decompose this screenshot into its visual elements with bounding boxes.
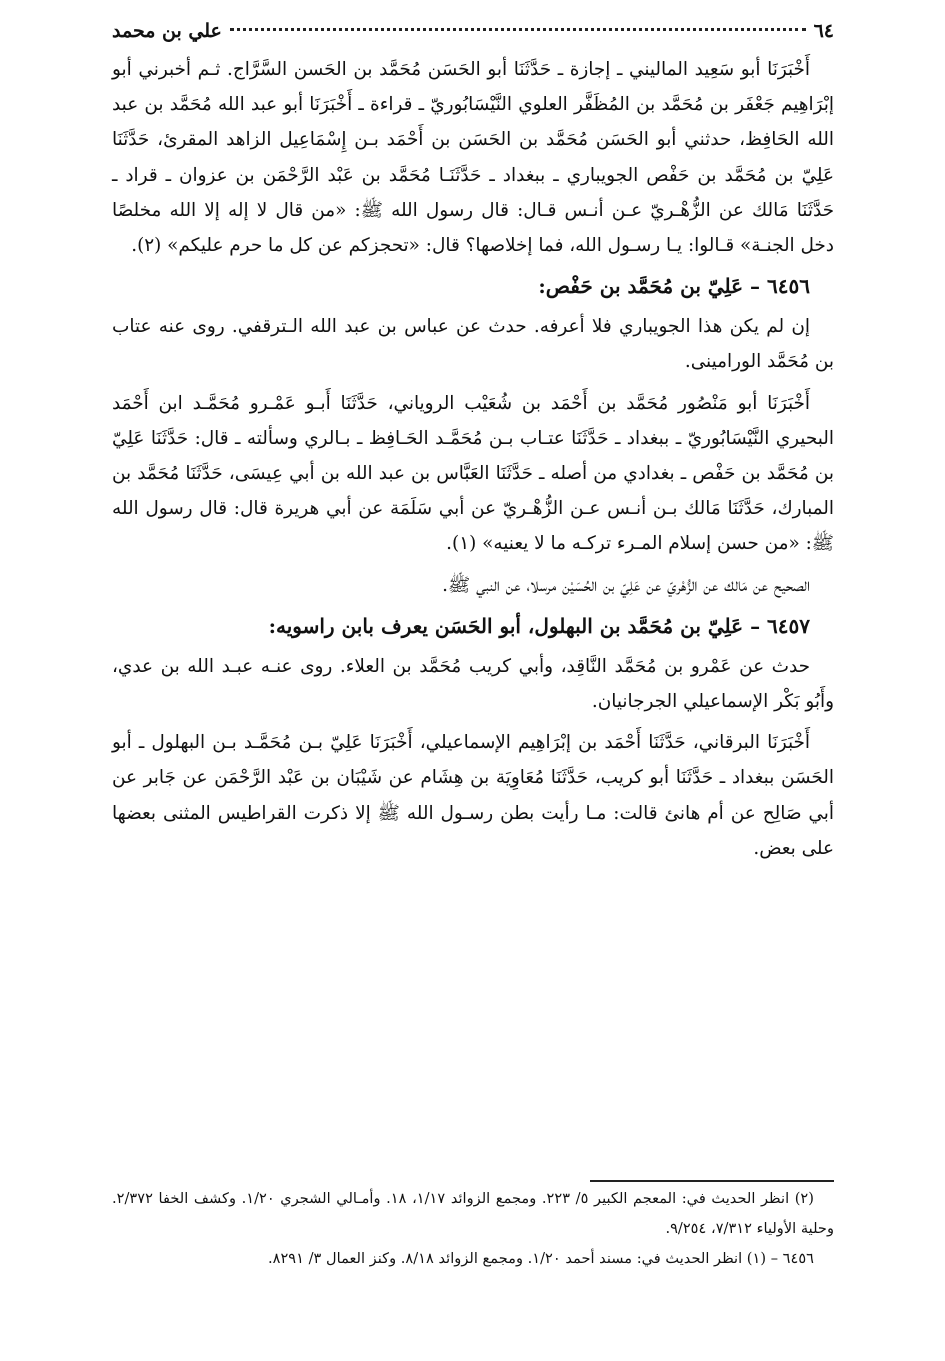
running-header xyxy=(112,20,834,52)
footnotes xyxy=(112,1184,834,1274)
footnote-6456-1: ٦٤٥٦ – (١) انظر الحديث في: مسند أحمد ١/٢٠. ومجمع الزوائد ٨/١٨. وكنز العمال ٣/ ٨٢٩١. xyxy=(267,1250,814,1267)
running-title: علي بن محمد xyxy=(112,20,222,42)
entry-heading-6456: ٦٤٥٦ – عَلِيّ بن مُحَمَّد بن حَفْص: xyxy=(538,274,810,299)
footnote-2: (٢) انظر الحديث في: المعجم الكبير ٥/ ٢٢٣. ومجمع الزوائد ١/١٧، ١٨. وأمـالي الشجري ١/٢٠. وكشف الخفا ٢/٣٧٢. وحلية الأولياء ٧/٣١٢، ٩/٢٥٤. xyxy=(112,1190,834,1237)
footnote-separator xyxy=(590,1180,834,1182)
previous-entry-isnad: أَخْبَرَنَا أبو سَعِيد الماليني ـ إجازة ـ حَدَّثَنَا أبو الحَسَن مُحَمَّد بن الحَسن السَّرَّاج. ثـم أخبرني أبو إبْرَاهِيم جَعْفَر بن مُحَمَّد بن المُظَفَّر العلوي النَّيْسَابُوريّ ـ قراءة ـ أَخْبَرَنَا أبو عبد الله مُحَمَّد بن عبد الله الحَافِظ، حدثني أبو الحَسَن مُحَمَّد بن الحَسَن بن أَحْمَد بـن إِسْمَاعِيل الزاهد المقرئ، حَدَّثَنَا عَلِيّ بن مُحَمَّد بن حَفْص الجويباري ـ ببغداد ـ حَدَّثَنَـا مُحَمَّد بن عَبْد الرَّحْمَن بن عزوان ـ قراد ـ حَدَّثَنَا مَالك عن الزُّهْـريّ عـن أنـس قـال: قال رسول الله ﷺ: «من قال لا إله إلا الله مخلصًا دخل الجنـة» قـالوا: يـا رسـول الله، فما إخلاصها؟ قال: «تحجزكم عن كل ما حرم عليكم» (٢). xyxy=(112,59,834,257)
entry-6457-isnad: أَخْبَرَنَا البرقاني، حَدَّثَنَا أَحْمَد بن إبْرَاهِيم الإسماعيلي، أَخْبَرَنَا عَلِيّ بـن مُحَمَّـد بـن البهلول ـ أبو الحَسَن ببغداد ـ حَدَّثَنَا أبو كريب، حَدَّثَنَا مُعَاوِيَة بن هِشَام عن شَيْبَان بن عَبْد الرَّحْمَن عن جَابر عن أبي صَالِح عن أم هانئ قالت: مـا رأيت بطن رسـول الله ﷺ إلا ذكرت القراطيس المثنى بعضها على بعض. xyxy=(112,732,834,859)
entry-6457-intro: حدث عن عَمْرو بن مُحَمَّد النَّاقِد، وأبي كريب مُحَمَّد بن العلاء. روى عنـه عبـد الله بن عدي، وأَبُو بَكْر الإسماعيلي الجرجانيان. xyxy=(112,655,834,713)
entry-6456-intro: إن لم يكن هذا الجويباري فلا أعرفه. حدث عن عباس بن عبد الله الـترقفي. روى عنه عتاب بن مُحَمَّد الورامينى. xyxy=(112,316,834,373)
entry-6456-isnad: أَخْبَرَنَا أبو مَنْصُور مُحَمَّد بن أَحْمَد بن شُعَيْب الروياني، حَدَّثَنَا أَبـو عَمْـرو مُحَمَّـد ابن أَحْمَد البحيري النَّيْسَابُوريّ ـ ببغداد ـ حَدَّثَنَا عتـاب بـن مُحَمَّـد الحَـافِظ ـ بـالري وسألته ـ قال: حَدَّثَنَا عَلِيّ بن مُحَمَّد بن حَفْص ـ بغدادي من أصله ـ حَدَّثَنَا العَبَّاس بن عبد الله بن أبي عِيسَى، حَدَّثَنَا مُحَمَّد بن المبارك، حَدَّثَنَا مَالك بـن أنـس عـن الزُّهْـريّ عن أبي سَلَمَة عن أبي هريرة قال: قال رسول الله ﷺ: «من حسن إسلام المـرء تركـه ما لا يعنيه» (١). xyxy=(112,392,834,555)
page-number: ٦٤ xyxy=(813,20,834,42)
entry-heading-6457: ٦٤٥٧ – عَلِيّ بن مُحَمَّد بن البهلول، أبو الحَسَن يعرف بابن راسويه: xyxy=(268,613,810,638)
page-body xyxy=(112,20,834,866)
entry-6456-note: الصحيح عن مَالك عن الزُّهْريّ عن عَلِيّ بن الحُسَيْن مرسلا، عن النبي ﷺ. xyxy=(442,574,810,596)
header-dot-leader xyxy=(230,28,806,31)
main-text xyxy=(112,52,834,866)
